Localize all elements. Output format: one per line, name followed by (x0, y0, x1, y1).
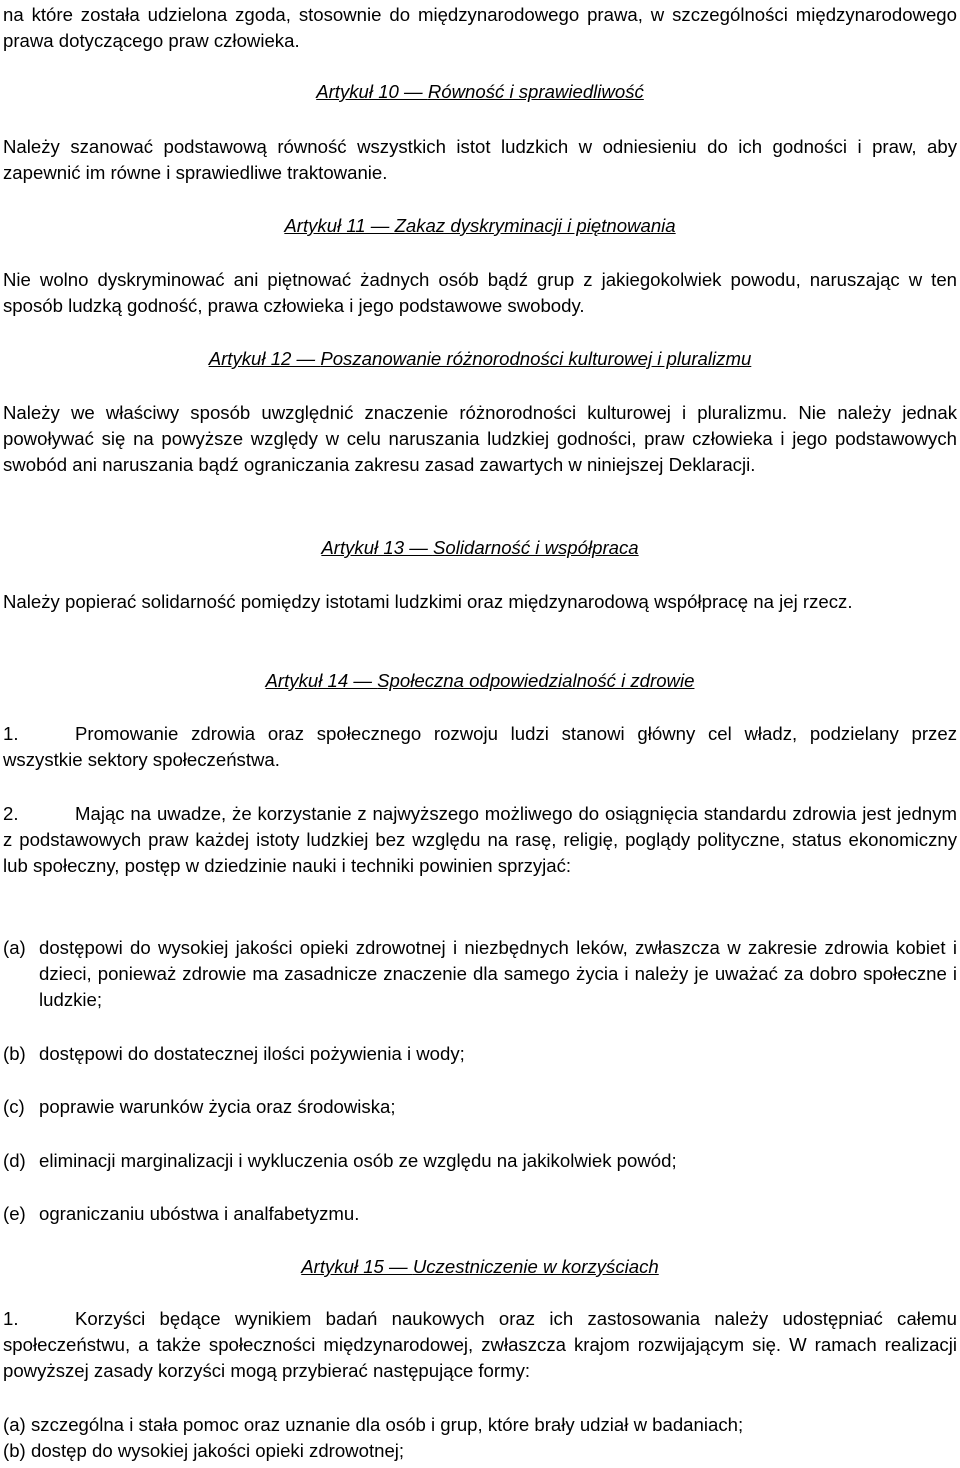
list-item-marker: (b) (3, 1440, 26, 1461)
list-item-marker: (e) (3, 1203, 26, 1224)
article-10-number: Artykuł 10 — (316, 81, 428, 102)
list-item (3, 1041, 957, 1067)
article-15-title: Uczestniczenie w korzyściach (412, 1256, 659, 1277)
list-item (3, 1438, 957, 1464)
article-10-title: Równość i sprawiedliwość (427, 81, 644, 102)
list-item (3, 1201, 957, 1227)
article-11-number: Artykuł 11 — (284, 215, 395, 236)
list-item (3, 1412, 957, 1438)
article-11-heading (3, 213, 957, 239)
article-10-text: Należy szanować podstawową równość wszystkich istot ludzkich w odniesieniu do ich godności i praw, aby zapewnić im równe i sprawiedliwe traktowanie. (3, 136, 957, 183)
list-item-text: poprawie warunków życia oraz środowiska; (39, 1096, 396, 1117)
article-13-text: Należy popierać solidarność pomiędzy istotami ludzkimi oraz międzynarodową współpracę na jej rzecz. (3, 591, 853, 612)
point-text: Korzyści będące wynikiem badań naukowych oraz ich zastosowania należy udostępniać całemu społeczeństwu, a także społeczności międzynarodowej, zwłaszcza krajom rozwijającym się. W ramach realizacji powyższej zasady korzyści mogą przybierać następujące formy: (3, 1308, 957, 1381)
list-item (3, 1094, 957, 1120)
article-12-title: Poszanowanie różnorodności kulturowej i pluralizmu (320, 348, 752, 369)
article-15-heading (3, 1254, 957, 1280)
article-14-title: Społeczna odpowiedzialność i zdrowie (377, 670, 695, 691)
article-12-heading (3, 346, 957, 372)
list-item-marker: (a) (3, 937, 26, 958)
article-13-number: Artykuł 13 — (321, 537, 433, 558)
article-14-heading (3, 668, 957, 694)
list-item (3, 935, 957, 1013)
list-item-text: dostępowi do wysokiej jakości opieki zdrowotnej i niezbędnych leków, zwłaszcza w zakresie zdrowia kobiet i dzieci, ponieważ zdrowie ma zasadnicze znaczenie dla samego życia i należy je uważać za dobro społeczne i ludzkie; (39, 937, 957, 1010)
point-text: Promowanie zdrowia oraz społecznego rozwoju ludzi stanowi główny cel władz, podzielany przez wszystkie sektory społeczeństwa. (3, 723, 957, 770)
point-number: 1. (3, 1308, 19, 1329)
list-item-text: dostępowi do dostatecznej ilości pożywienia i wody; (39, 1043, 465, 1064)
article-15-number: Artykuł 15 — (301, 1256, 413, 1277)
article-11-title: Zakaz dyskryminacji i piętnowania (394, 215, 676, 236)
point-text: Mając na uwadze, że korzystanie z najwyższego możliwego do osiągnięcia standardu zdrowia jest jednym z podstawowych praw każdej istoty ludzkiej bez względu na rasę, religię, poglądy polityczne, status ekonomiczny lub społeczny, postęp w dziedzinie nauki i techniki powinien sprzyjać: (3, 803, 957, 876)
article-12-number: Artykuł 12 — (208, 348, 321, 369)
list-item (3, 1148, 957, 1174)
article-13-heading (3, 535, 957, 561)
paragraph-intro: na które została udzielona zgoda, stosownie do międzynarodowego prawa, w szczególności międzynarodowego prawa dotyczącego praw człowieka. (3, 4, 957, 51)
article-11-text: Nie wolno dyskryminować ani piętnować żadnych osób bądź grup z jakiegokolwiek powodu, naruszając w ten sposób ludzką godność, prawa człowieka i jego podstawowe swobody. (3, 269, 957, 316)
article-14-point-1 (3, 721, 957, 773)
list-item-text: dostęp do wysokiej jakości opieki zdrowotnej; (31, 1440, 405, 1461)
article-14-point-2 (3, 801, 957, 879)
article-13-title: Solidarność i współpraca (432, 537, 639, 558)
article-12-text: Należy we właściwy sposób uwzględnić znaczenie różnorodności kulturowej i pluralizmu. Nie należy jednak powoływać się na powyższe względy w celu naruszania ludzkiej godności, praw człowieka i jego podstawowych swobód ani naruszania bądź ograniczania zakresu zasad zawartych w niniejszej Deklaracji. (3, 402, 957, 475)
list-item-marker: (b) (3, 1043, 26, 1064)
point-number: 1. (3, 723, 19, 744)
list-item-marker: (a) (3, 1414, 26, 1435)
list-item-marker: (c) (3, 1096, 25, 1117)
list-item-text: eliminacji marginalizacji i wykluczenia osób ze względu na jakikolwiek powód; (39, 1150, 677, 1171)
list-item-text: szczególna i stała pomoc oraz uznanie dla osób i grup, które brały udział w badaniach; (31, 1414, 744, 1435)
article-10-heading (3, 79, 957, 105)
point-number: 2. (3, 803, 19, 824)
article-14-number: Artykuł 14 — (265, 670, 378, 691)
article-15-point-1 (3, 1306, 957, 1384)
list-item-text: ograniczaniu ubóstwa i analfabetyzmu. (39, 1203, 360, 1224)
list-item-marker: (d) (3, 1150, 26, 1171)
